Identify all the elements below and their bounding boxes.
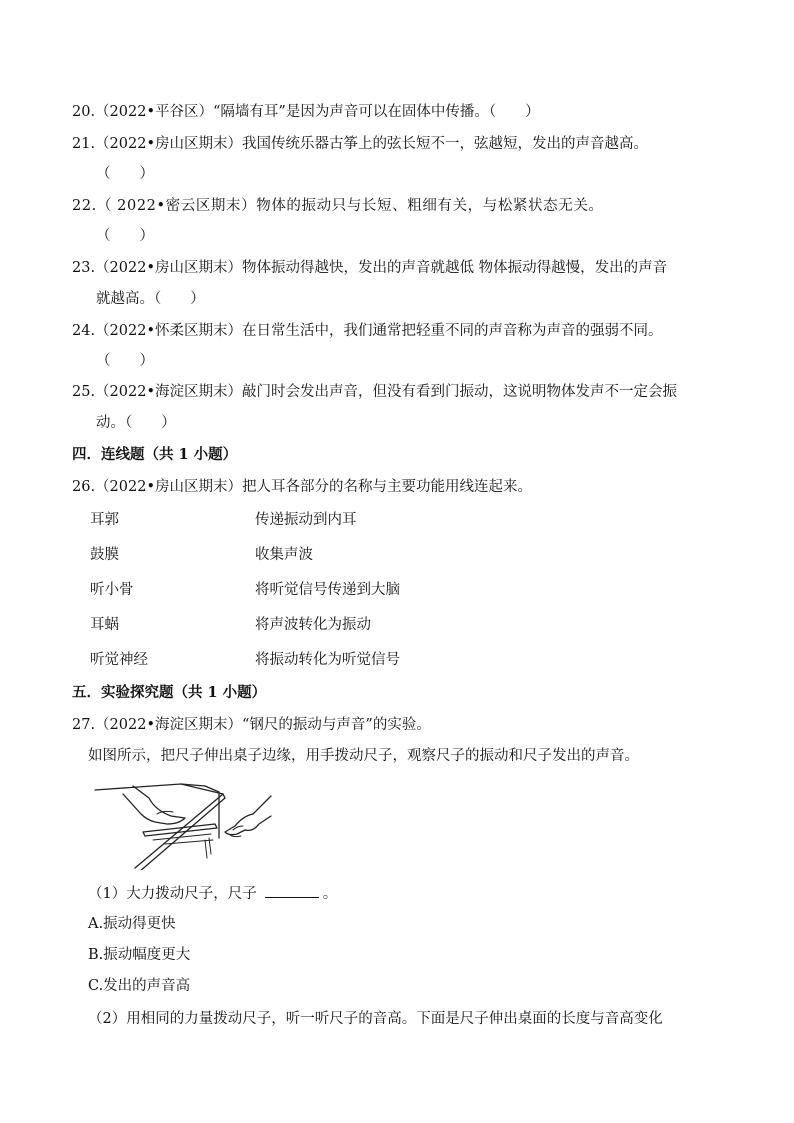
question-20: 20.（2022•平谷区）“隔墙有耳”是因为声音可以在固体中传播。（ ） — [72, 104, 540, 120]
question-25: 25.（2022•海淀区期末）敲门时会发出声音，但没有看到门振动，这说明物体发声不一定会振 — [72, 384, 678, 400]
sub-question-2: （2）用相同的力量拨动尺子，听一听尺子的音高。下面是尺子伸出桌面的长度与音高变化 — [88, 1011, 663, 1027]
ear-function-2: 收集声波 — [255, 547, 313, 563]
answer-blank-24: （ ） — [96, 353, 154, 369]
answer-blank-22: （ ） — [96, 228, 154, 244]
ear-function-4: 将声波转化为振动 — [255, 617, 371, 633]
answer-blank-21: （ ） — [96, 166, 154, 182]
section-4-title: 四．连线题（共 1 小题） — [72, 446, 238, 463]
ear-function-5: 将振动转化为听觉信号 — [255, 652, 400, 668]
question-25-continued: 动。（ ） — [96, 415, 176, 431]
experiment-intro: 如图所示，把尺子伸出桌子边缘，用手拨动尺子，观察尺子的振动和尺子发出的声音。 — [88, 748, 639, 764]
question-24: 24.（2022•怀柔区期末）在日常生活中，我们通常把轻重不同的声音称为声音的强弱不同。 — [72, 323, 663, 339]
sub-question-1-end: 。 — [322, 886, 338, 902]
question-21: 21.（2022•房山区期末）我国传统乐器古筝上的弦长短不一，弦越短，发出的声音越高。 — [72, 136, 649, 152]
right-hand — [225, 796, 271, 835]
answer-blank-27-1[interactable] — [265, 883, 319, 898]
option-b: B.振动幅度更大 — [88, 947, 191, 963]
ear-term-4: 耳蜗 — [90, 617, 119, 633]
ruler-experiment-figure — [93, 780, 273, 870]
ear-term-1: 耳郭 — [90, 512, 119, 528]
question-23: 23.（2022•房山区期末）物体振动得越快，发出的声音就越低 物体振动得越慢，发出的声音 — [72, 260, 668, 276]
ear-term-5: 听觉神经 — [90, 652, 148, 668]
question-26: 26.（2022•房山区期末）把人耳各部分的名称与主要功能用线连起来。 — [72, 479, 533, 495]
option-a: A.振动得更快 — [88, 916, 176, 932]
section-5-title: 五．实验探究题（共 1 小题） — [72, 684, 267, 701]
question-22: 22.（ 2022•密云区期末）物体的振动只与长短、粗细有关，与松紧状态无关。 — [72, 198, 604, 214]
question-27: 27.（2022•海淀区期末）“钢尺的振动与声音”的实验。 — [72, 717, 431, 733]
sub-question-1 — [88, 883, 337, 904]
ear-term-2: 鼓膜 — [90, 547, 119, 563]
ear-function-3: 将听觉信号传递到大脑 — [255, 582, 400, 598]
question-23-continued: 就越高。（ ） — [96, 291, 205, 307]
ear-function-1: 传递振动到内耳 — [255, 512, 357, 528]
ear-term-3: 听小骨 — [90, 582, 134, 598]
left-hand — [123, 786, 185, 824]
table-leg — [205, 786, 219, 838]
option-c: C.发出的声音高 — [88, 978, 191, 994]
sub-question-1-text: （1）大力拨动尺子，尺子 — [88, 886, 257, 902]
